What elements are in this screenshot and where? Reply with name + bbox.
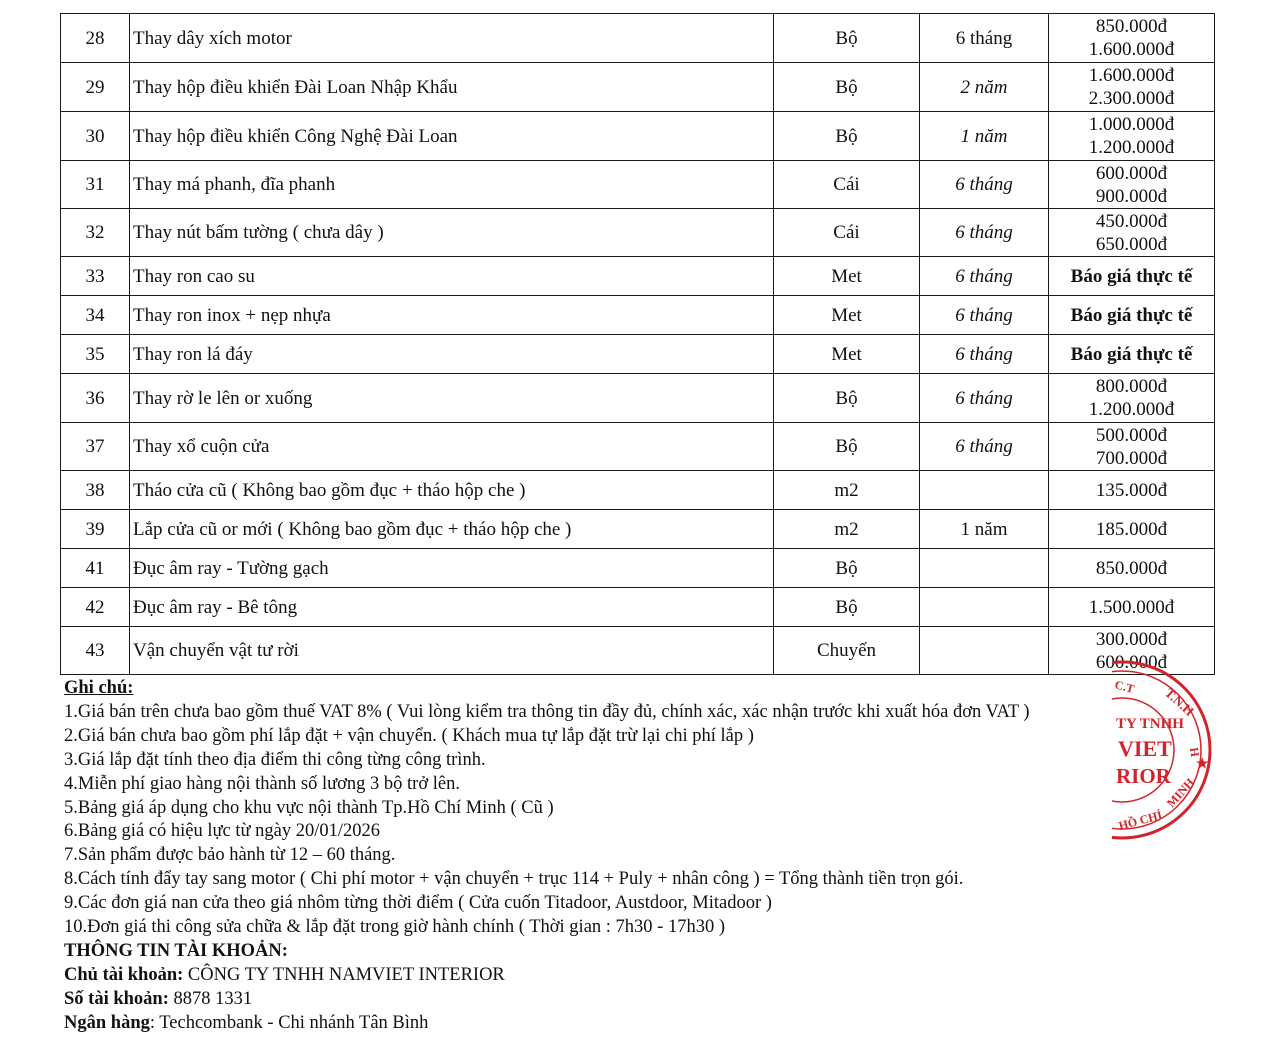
note-item: 1.Giá bán trên chưa bao gồm thuế VAT 8% ( Vui lòng kiểm tra thông tin đầy đủ, chính xác, xác nhận trước khi xuất hóa đơn VAT )	[64, 701, 1030, 722]
price-line: 800.000đ	[1095, 376, 1168, 397]
svg-text:T.N.H: T.N.H	[1161, 685, 1198, 719]
svg-text:★: ★	[1196, 757, 1209, 772]
cell-number: 33	[61, 257, 130, 296]
table-row	[61, 63, 1215, 112]
price-line: 650.000đ	[1095, 233, 1168, 255]
cell-price	[1049, 549, 1215, 588]
account-bank-value: : Techcombank - Chi nhánh Tân Bình	[149, 1012, 429, 1033]
cell-unit: Bộ	[774, 374, 920, 423]
cell-number: 39	[61, 510, 130, 549]
note-item: 2.Giá bán chưa bao gồm phí lắp đặt + vận chuyển. ( Khách mua tự lắp đặt trừ lại chi phí lắp )	[64, 725, 754, 746]
table-row	[61, 296, 1215, 335]
price-line: 600.000đ	[1095, 651, 1168, 673]
cell-warranty	[920, 627, 1049, 675]
cell-warranty: 1 năm	[920, 112, 1049, 161]
cell-warranty: 6 tháng	[920, 335, 1049, 374]
account-number-label: Số tài khoản:	[64, 988, 169, 1009]
price-line: 850.000đ	[1095, 16, 1168, 37]
account-owner	[64, 964, 1104, 988]
price-line: 185.000đ	[1095, 518, 1168, 540]
price-line: 450.000đ	[1095, 210, 1168, 232]
table-row	[61, 627, 1215, 675]
table-row	[61, 588, 1215, 627]
cell-number: 32	[61, 209, 130, 257]
cell-price	[1049, 335, 1215, 374]
price-line: 1.200.000đ	[1088, 399, 1175, 420]
cell-warranty: 6 tháng	[920, 257, 1049, 296]
cell-item-name: Thay hộp điều khiển Đài Loan Nhập Khẩu	[130, 63, 774, 112]
table-row	[61, 335, 1215, 374]
price-line: 1.600.000đ	[1088, 39, 1175, 60]
cell-price	[1049, 588, 1215, 627]
cell-number: 43	[61, 627, 130, 675]
note-item: 7.Sản phẩm được bảo hành từ 12 – 60 tháng.	[64, 845, 396, 866]
cell-price	[1049, 374, 1215, 423]
cell-unit: m2	[774, 471, 920, 510]
cell-unit: Cái	[774, 161, 920, 209]
cell-warranty	[920, 549, 1049, 588]
cell-number: 31	[61, 161, 130, 209]
svg-text:RIOR: RIOR	[1116, 764, 1171, 788]
cell-item-name: Thay hộp điều khiển Công Nghệ Đài Loan	[130, 112, 774, 161]
cell-warranty: 6 tháng	[920, 161, 1049, 209]
price-line: 300.000đ	[1095, 628, 1168, 650]
company-seal-graphic	[1112, 658, 1222, 848]
account-bank	[64, 1012, 1104, 1036]
account-owner-value: CÔNG TY TNHH NAMVIET INTERIOR	[183, 964, 505, 985]
cell-unit: Cái	[774, 209, 920, 257]
cell-item-name: Lắp cửa cũ or mới ( Không bao gồm đục + tháo hộp che )	[130, 510, 774, 549]
price-line: 1.600.000đ	[1088, 65, 1175, 86]
account-bank-label: Ngân hàng	[64, 1012, 150, 1033]
cell-warranty: 6 tháng	[920, 296, 1049, 335]
cell-item-name: Thay má phanh, đĩa phanh	[130, 161, 774, 209]
price-line: 700.000đ	[1095, 447, 1168, 469]
price-line: 600.000đ	[1095, 162, 1168, 184]
cell-price	[1049, 63, 1215, 112]
notes-section	[64, 677, 1104, 1036]
cell-item-name: Thay dây xích motor	[130, 14, 774, 63]
cell-number: 36	[61, 374, 130, 423]
cell-price	[1049, 14, 1215, 63]
note-item: 6.Bảng giá có hiệu lực từ ngày 20/01/2026	[64, 821, 380, 842]
svg-text:VIET: VIET	[1118, 736, 1172, 761]
table-row	[61, 549, 1215, 588]
notes-heading: Ghi chú:	[64, 678, 134, 698]
price-line: Báo giá thực tế	[1070, 265, 1193, 287]
cell-unit: Bộ	[774, 549, 920, 588]
cell-number: 42	[61, 588, 130, 627]
table-row	[61, 257, 1215, 296]
price-line: 900.000đ	[1095, 185, 1168, 207]
cell-number: 41	[61, 549, 130, 588]
cell-price	[1049, 209, 1215, 257]
cell-price	[1049, 423, 1215, 471]
cell-unit: Bộ	[774, 63, 920, 112]
cell-unit: Bộ	[774, 112, 920, 161]
account-heading: THÔNG TIN TÀI KHOẢN:	[64, 940, 288, 961]
price-line: 850.000đ	[1095, 557, 1168, 579]
price-table	[60, 13, 1215, 675]
cell-unit: Chuyến	[774, 627, 920, 675]
svg-text:C.T: C.T	[1113, 677, 1136, 696]
table-row	[61, 209, 1215, 257]
price-line: 1.200.000đ	[1088, 137, 1175, 158]
cell-item-name: Thay ron cao su	[130, 257, 774, 296]
cell-number: 38	[61, 471, 130, 510]
cell-number: 35	[61, 335, 130, 374]
table-row	[61, 423, 1215, 471]
company-seal	[1112, 658, 1222, 848]
note-item: 8.Cách tính đẩy tay sang motor ( Chi phí motor + vận chuyển + trục 114 + Puly + nhân công ) = Tổng thành tiền trọn gói.	[64, 869, 964, 890]
cell-price	[1049, 510, 1215, 549]
cell-number: 29	[61, 63, 130, 112]
cell-number: 37	[61, 423, 130, 471]
cell-item-name: Thay ron lá đáy	[130, 335, 774, 374]
svg-text:MINH: MINH	[1163, 775, 1197, 811]
cell-unit: Met	[774, 296, 920, 335]
price-line: 500.000đ	[1095, 424, 1168, 446]
cell-item-name: Thay ron inox + nẹp nhựa	[130, 296, 774, 335]
svg-text:TY TNHH: TY TNHH	[1116, 716, 1184, 732]
cell-price	[1049, 471, 1215, 510]
price-line: Báo giá thực tế	[1070, 343, 1193, 365]
table-row	[61, 112, 1215, 161]
cell-item-name: Thay nút bấm tường ( chưa dây )	[130, 209, 774, 257]
table-row	[61, 471, 1215, 510]
table-row	[61, 14, 1215, 63]
cell-warranty: 6 tháng	[920, 209, 1049, 257]
cell-unit: Met	[774, 257, 920, 296]
cell-warranty	[920, 471, 1049, 510]
account-owner-label: Chủ tài khoản:	[64, 964, 184, 985]
table-row	[61, 161, 1215, 209]
cell-warranty: 6 tháng	[920, 14, 1049, 63]
table-row	[61, 510, 1215, 549]
cell-item-name: Thay xổ cuộn cửa	[130, 423, 774, 471]
cell-price	[1049, 112, 1215, 161]
cell-price	[1049, 257, 1215, 296]
cell-unit: Met	[774, 335, 920, 374]
svg-text:H: H	[1187, 746, 1203, 758]
price-line: Báo giá thực tế	[1070, 304, 1193, 326]
cell-item-name: Đục âm ray - Tường gạch	[130, 549, 774, 588]
cell-warranty: 6 tháng	[920, 423, 1049, 471]
price-line: 1.500.000đ	[1088, 596, 1175, 618]
cell-unit: Bộ	[774, 14, 920, 63]
price-line: 135.000đ	[1095, 479, 1168, 501]
cell-price	[1049, 161, 1215, 209]
cell-item-name: Vận chuyển vật tư rời	[130, 627, 774, 675]
cell-number: 34	[61, 296, 130, 335]
cell-number: 28	[61, 14, 130, 63]
price-line: 1.000.000đ	[1088, 114, 1175, 135]
note-item: 4.Miễn phí giao hàng nội thành số lương 3 bộ trở lên.	[64, 773, 460, 794]
cell-unit: Bộ	[774, 423, 920, 471]
cell-unit: Bộ	[774, 588, 920, 627]
note-item: 3.Giá lắp đặt tính theo địa điểm thi công từng công trình.	[64, 749, 486, 770]
account-number	[64, 988, 1104, 1012]
note-item: 5.Bảng giá áp dụng cho khu vực nội thành Tp.Hồ Chí Minh ( Cũ )	[64, 797, 554, 818]
cell-item-name: Tháo cửa cũ ( Không bao gồm đục + tháo hộp che )	[130, 471, 774, 510]
cell-warranty	[920, 588, 1049, 627]
note-item: 9.Các đơn giá nan cửa theo giá nhôm từng thời điểm ( Cửa cuốn Titadoor, Austdoor, Mitadoor )	[64, 893, 772, 914]
cell-unit: m2	[774, 510, 920, 549]
cell-warranty: 6 tháng	[920, 374, 1049, 423]
account-number-value: 8878 1331	[168, 988, 253, 1009]
price-line: 2.300.000đ	[1088, 88, 1175, 109]
table-row	[61, 374, 1215, 423]
cell-number: 30	[61, 112, 130, 161]
cell-warranty: 1 năm	[920, 510, 1049, 549]
cell-item-name: Thay rờ le lên or xuống	[130, 374, 774, 423]
svg-text:HỒ CHÍ: HỒ CHÍ	[1117, 807, 1164, 833]
note-item: 10.Đơn giá thi công sửa chữa & lắp đặt trong giờ hành chính ( Thời gian : 7h30 - 17h30 )	[64, 917, 725, 938]
cell-item-name: Đục âm ray - Bê tông	[130, 588, 774, 627]
cell-warranty: 2 năm	[920, 63, 1049, 112]
cell-price	[1049, 296, 1215, 335]
